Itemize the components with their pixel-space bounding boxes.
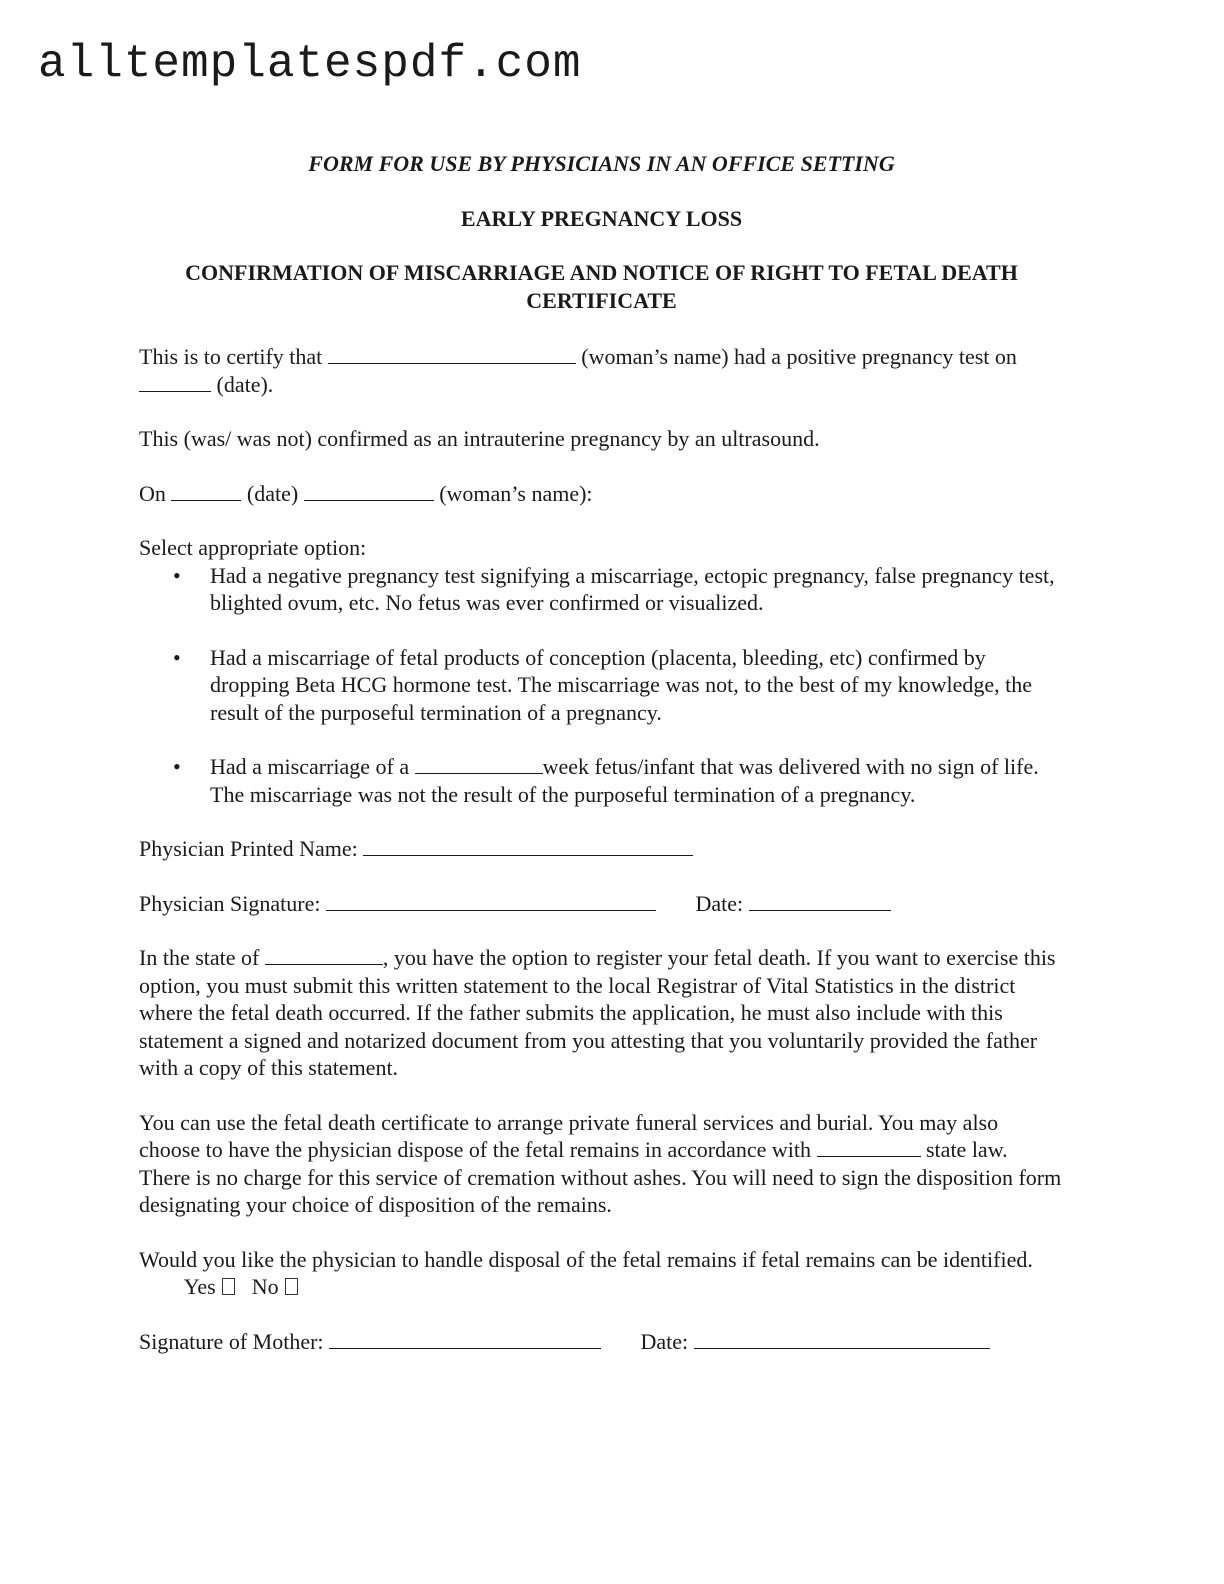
physician-printed-name-label: Physician Printed Name:	[139, 836, 358, 861]
mother-signature-row	[139, 1328, 1064, 1356]
mother-signature-blank[interactable]	[329, 1330, 601, 1349]
options-heading: Select appropriate option:	[139, 535, 367, 560]
on-date-line	[139, 480, 1064, 508]
physician-printed-name-blank[interactable]	[363, 837, 693, 856]
option-text-a: Had a miscarriage of a	[210, 754, 410, 779]
bullet-icon: •	[173, 562, 181, 588]
ultrasound-paragraph: This (was/ was not) confirmed as an intrauterine pregnancy by an ultrasound.	[139, 426, 820, 451]
disposal-question-text: Would you like the physician to handle disposal of the fetal remains if fetal remains can be identified.	[139, 1246, 1033, 1272]
on-date-label: (date)	[246, 480, 299, 506]
physician-signature-row	[139, 890, 1064, 918]
bullet-icon: •	[173, 644, 181, 670]
on-text: On	[139, 480, 166, 506]
on-woman-label: (woman’s name):	[439, 480, 593, 506]
bullet-icon: •	[173, 754, 181, 779]
state-blank[interactable]	[265, 946, 383, 965]
physician-printed-name-row	[139, 835, 1064, 863]
site-watermark: alltemplatespdf.com	[38, 38, 582, 90]
state-law-blank[interactable]	[817, 1138, 921, 1157]
option-item-negative-test[interactable]	[139, 562, 1064, 617]
on-date-blank[interactable]	[171, 482, 241, 501]
yes-label: Yes	[183, 1274, 216, 1299]
physician-date-blank[interactable]	[749, 892, 891, 911]
funeral-paragraph	[139, 1109, 1064, 1219]
form-heading: CONFIRMATION OF MISCARRIAGE AND NOTICE OF RIGHT TO FETAL DEATH CERTIFICATE	[185, 260, 1018, 313]
option-text: Had a miscarriage of fetal products of conception (placenta, bleeding, etc) confirmed by dropping Beta HCG hormone test. The miscarriage was not, to the best of my knowledge, the result of the purposeful termination of a pregnancy.	[210, 644, 1032, 725]
disposal-question	[139, 1246, 1064, 1301]
woman-name-blank[interactable]	[328, 345, 576, 364]
registration-paragraph	[139, 944, 1064, 1082]
state-text: In the state of	[139, 945, 260, 970]
no-label: No	[251, 1274, 279, 1299]
physician-date-label: Date:	[695, 890, 744, 916]
certify-text-c: (date).	[216, 371, 274, 397]
form-title: EARLY PREGNANCY LOSS	[460, 205, 743, 231]
option-item-fetus-delivered[interactable]	[139, 753, 1064, 808]
certify-text-a: This is to certify that	[139, 344, 323, 369]
option-text: Had a negative pregnancy test signifying a miscarriage, ectopic pregnancy, false pregnancy test, blighted ovum, etc. No fetus was ever confirmed or visualized.	[210, 562, 1055, 615]
no-checkbox[interactable]	[285, 1278, 298, 1295]
option-text-b: week fetus/infant that was delivered with no sign of life. The miscarriage was not the result of the purposeful termination of a pregnancy.	[210, 754, 1039, 807]
certify-text-b: (woman’s name) had a positive pregnancy test on	[581, 344, 1017, 369]
funeral-text-b: state law. There is no charge for this service of cremation without ashes. You will need to sign the disposition form designating your choice of disposition of the remains.	[139, 1137, 1062, 1217]
week-blank[interactable]	[415, 755, 543, 774]
certify-paragraph	[139, 343, 1064, 398]
physician-signature-blank[interactable]	[326, 892, 656, 911]
test-date-blank[interactable]	[139, 373, 211, 392]
form-page	[139, 150, 1064, 1382]
mother-date-label: Date:	[640, 1328, 689, 1354]
options-list	[139, 562, 1064, 809]
form-subtitle: FORM FOR USE BY PHYSICIANS IN AN OFFICE SETTING	[308, 151, 895, 176]
registration-text: , you have the option to register your fetal death. If you want to exercise this option, you must submit this written statement to the local Registrar of Vital Statistics in the district where the fetal death occurred. If the father submits the application, he must also include with this statement a signed and notarized document from you attesting that you voluntarily provided the father with a copy of this statement.	[139, 945, 1056, 1080]
yes-checkbox[interactable]	[222, 1278, 235, 1295]
mother-signature-label: Signature of Mother:	[139, 1328, 324, 1354]
on-woman-name-blank[interactable]	[304, 482, 434, 501]
option-item-products-of-conception[interactable]	[139, 644, 1064, 727]
physician-signature-label: Physician Signature:	[139, 890, 321, 916]
funeral-text-a: You can use the fetal death certificate to arrange private funeral services and burial. You may also choose to have the physician dispose of the fetal remains in accordance with	[139, 1109, 999, 1162]
mother-date-blank[interactable]	[694, 1330, 990, 1349]
